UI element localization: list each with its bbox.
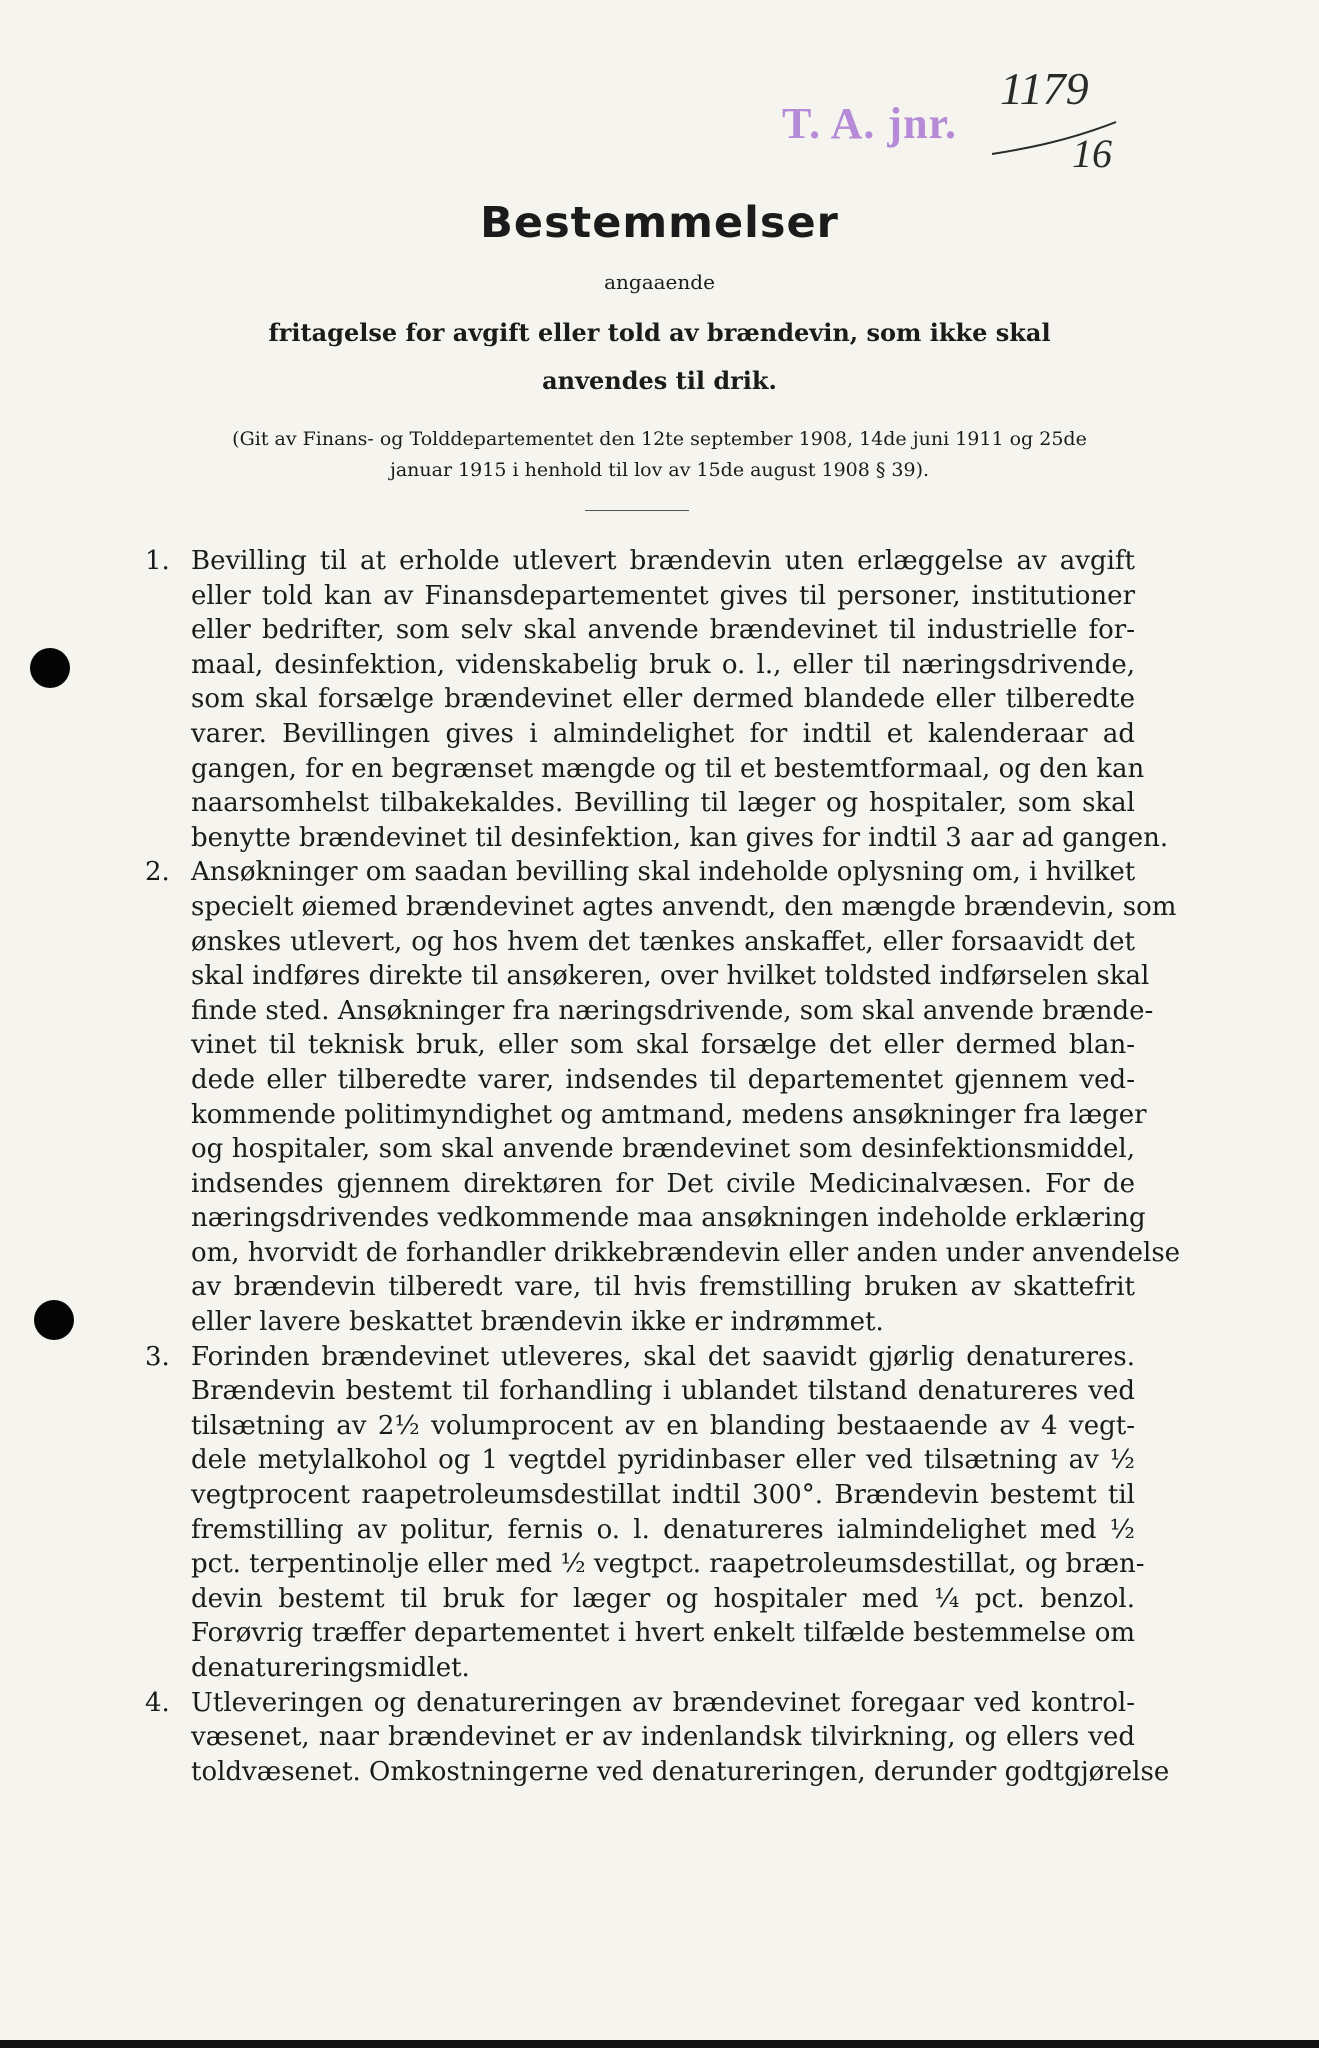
text-line: som skal forsælge brændevinet eller dermed blandede eller tilberedte: [191, 684, 1135, 715]
text-line: naarsomhelst tilbakekaldes. Bevilling til læger og hospitaler, som skal: [191, 788, 1135, 819]
source-note-line-2: januar 1915 i henhold til lov av 15de august 1908 § 39).: [389, 459, 930, 481]
text-line: indsendes gjennem direktøren for Det civile Medicinalvæsen. For de: [191, 1168, 1135, 1199]
text-line: Bevilling til at erholde utlevert brændevin uten erlæggelse av avgift: [191, 546, 1135, 576]
text-line: pct. terpentinolje eller med ½ vegtpct. raapetroleumsdestillat, og bræn-: [191, 1549, 1145, 1580]
text-line: ønskes utlevert, og hos hvem det tænkes anskaffet, eller forsaavidt det: [191, 926, 1135, 957]
text-line: fremstilling av politur, fernis o. l. denatureres ialmindelighet med ½: [191, 1514, 1135, 1545]
text-line: gangen, for en begrænset mængde og til et bestemtformaal, og den kan: [191, 753, 1145, 784]
text-line: Ansøkninger om saadan bevilling skal indeholde oplysning om, i hvilket: [191, 857, 1136, 888]
text-line: eller bedrifter, som selv skal anvende brændevinet til industrielle for-: [191, 615, 1135, 646]
text-line: Utleveringen og denatureringen av brændevinet foregaar ved kontrol-: [191, 1687, 1135, 1718]
text-line: denatureringsmidlet.: [191, 1653, 470, 1683]
document-heading-line-2: anvendes til drik.: [542, 366, 777, 395]
text-line: dele metylalkohol og 1 vegtdel pyridinbaser eller ved tilsætning av ½: [191, 1445, 1135, 1476]
text-line: kommende politimyndighet og amtmand, medens ansøkninger fra læger: [191, 1099, 1147, 1130]
item-number: 2.: [145, 857, 170, 888]
text-line: vegtprocent raapetroleumsdestillat indtil 300°. Brændevin bestemt til: [191, 1480, 1135, 1511]
handwritten-journal-year: 16: [1072, 131, 1112, 176]
handwritten-journal-number: 1179: [1000, 63, 1089, 114]
text-line: eller told kan av Finansdepartementet gives til personer, institutioner: [191, 580, 1135, 611]
punch-hole: [30, 648, 70, 688]
text-line: finde sted. Ansøkninger fra næringsdrivende, som skal anvende brænde-: [191, 995, 1154, 1026]
item-number: 1.: [145, 546, 170, 576]
scan-edge: [0, 2040, 1319, 2048]
punch-hole: [34, 1300, 74, 1340]
item-number: 4.: [145, 1687, 170, 1718]
text-line: om, hvorvidt de forhandler drikkebrændevin eller anden under anvendelse: [191, 1237, 1181, 1268]
document-heading-line-1: fritagelse for avgift eller told av brændevin, som ikke skal: [268, 318, 1051, 347]
text-line: specielt øiemed brændevinet agtes anvendt, den mængde brændevin, som: [191, 891, 1177, 922]
journal-stamp: T. A. jnr.: [782, 99, 958, 148]
text-line: Forøvrig træffer departementet i hvert enkelt tilfælde bestemmelse om: [191, 1618, 1135, 1649]
regulation-item: [145, 1340, 1145, 1686]
text-line: toldvæsenet. Omkostningerne ved denatureringen, derunder godtgjørelse: [191, 1756, 1170, 1787]
text-line: skal indføres direkte til ansøkeren, over hvilket toldsted indførselen skal: [191, 961, 1150, 992]
text-line: Brændevin bestemt til forhandling i ublandet tilstand denatureres ved: [191, 1376, 1135, 1407]
text-line: vinet til teknisk bruk, eller som skal forsælge det eller dermed blan-: [191, 1030, 1135, 1061]
text-line: tilsætning av 2½ volumprocent av en blanding bestaaende av 4 vegt-: [191, 1410, 1135, 1441]
text-line: maal, desinfektion, videnskabelig bruk o. l., eller til næringsdrivende,: [191, 649, 1135, 680]
document-title: Bestemmelser: [480, 198, 839, 248]
regulation-item: [145, 855, 1181, 1339]
item-number: 3.: [145, 1341, 170, 1372]
document-subtitle: angaaende: [604, 270, 715, 294]
regulation-item: [145, 1686, 1170, 1790]
text-line: dede eller tilberedte varer, indsendes til departementet gjennem ved-: [191, 1064, 1135, 1095]
regulation-item: [145, 544, 1169, 855]
text-line: eller lavere beskattet brændevin ikke er indrømmet.: [191, 1307, 884, 1338]
text-line: næringsdrivendes vedkommende maa ansøkningen indeholde erklæring: [191, 1203, 1146, 1234]
regulation-list: [145, 544, 1181, 1789]
text-line: væsenet, naar brændevinet er av indenlandsk tilvirkning, og ellers ved: [191, 1722, 1135, 1753]
text-line: benytte brændevinet til desinfektion, kan gives for indtil 3 aar ad gangen.: [191, 822, 1169, 853]
text-line: Forinden brændevinet utleveres, skal det saavidt gjørlig denatureres.: [191, 1341, 1135, 1372]
text-line: av brændevin tilberedt vare, til hvis fremstilling bruken av skattefrit: [191, 1272, 1135, 1303]
text-line: og hospitaler, som skal anvende brændevinet som desinfektionsmiddel,: [191, 1134, 1135, 1165]
divider: [585, 510, 689, 511]
text-line: varer. Bevillingen gives i almindelighet for indtil et kalenderaar ad: [191, 718, 1135, 749]
source-note-line-1: (Git av Finans- og Tolddepartementet den 12te september 1908, 14de juni 1911 og 25de: [232, 428, 1087, 450]
text-line: devin bestemt til bruk for læger og hospitaler med ¼ pct. benzol.: [191, 1583, 1135, 1614]
